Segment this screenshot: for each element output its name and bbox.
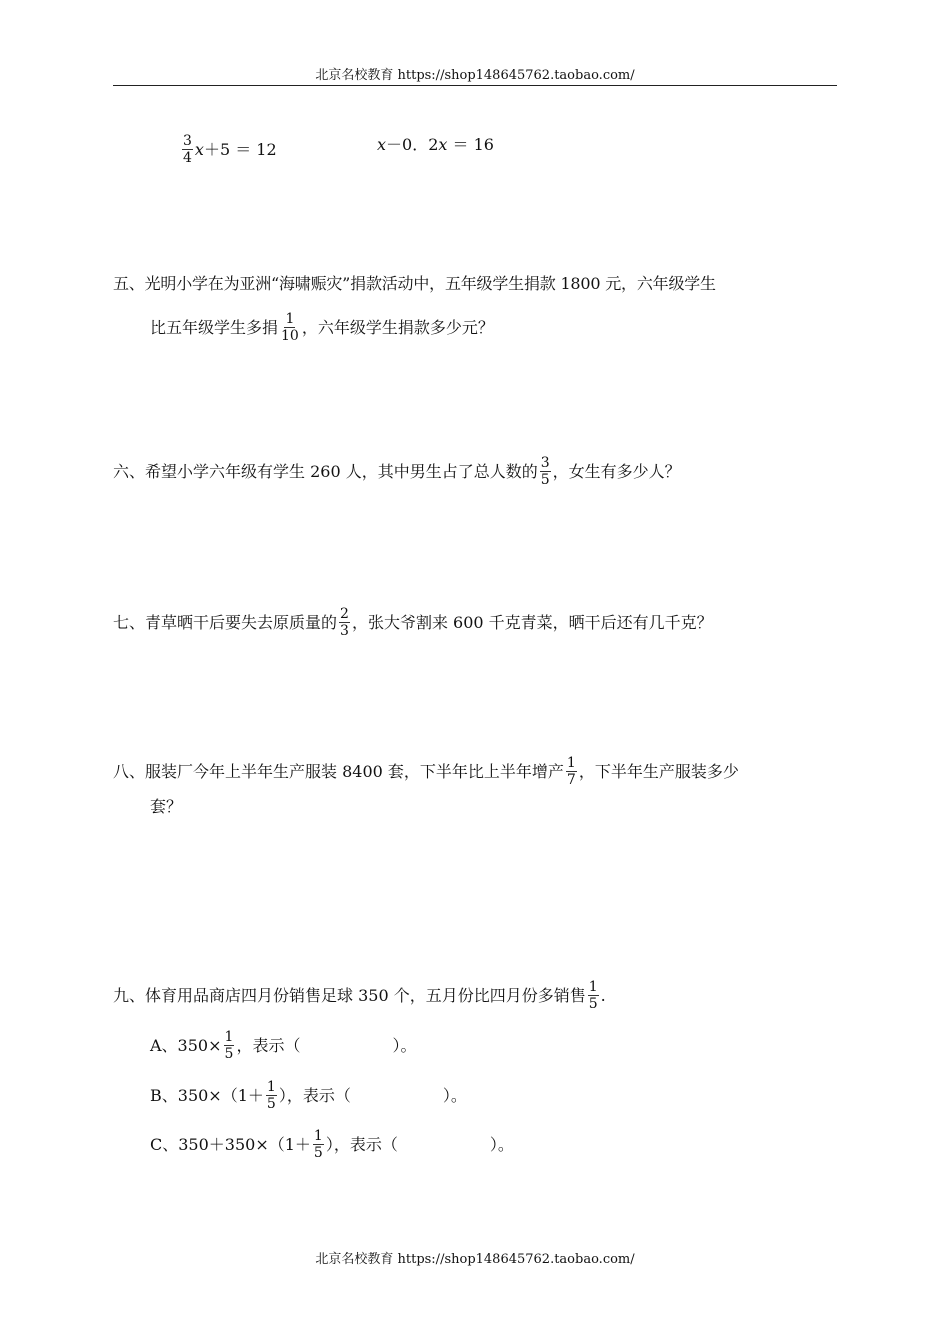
- question-8-line2: 套？: [150, 797, 183, 816]
- fraction: $\frac{3}{4}$: [183, 133, 192, 166]
- question-9: 九、体育用品商店四月份销售足球 350 个，五月份比四月份多销售 $\frac{1}{5}$ .: [113, 979, 606, 1012]
- page-header: 北京名校教育 https://shop148645762.taobao.com/: [315, 68, 635, 83]
- question-8-line1: 八、服装厂今年上半年生产服装 8400 套，下半年比上半年增产 $\frac{1}{7}$ ，下半年生产服装多少: [113, 755, 739, 788]
- question-9-option-c: C、350＋350×（1＋ $\frac{1}{5}$ ），表示（ ）。: [150, 1128, 514, 1161]
- equation-1: $\frac{3}{4}$ x＋5 ＝ 12: [183, 133, 277, 166]
- page-footer: 北京名校教育 https://shop148645762.taobao.com/: [315, 1252, 635, 1267]
- fraction: $\frac{1}{5}$: [588, 979, 598, 1012]
- header-rule: [113, 85, 837, 86]
- question-5-line1: 五、光明小学在为亚洲“海啸赈灾”捐款活动中，五年级学生捐款 1800 元，六年级学生: [113, 274, 716, 293]
- question-9-option-b: B、350×（1＋ $\frac{1}{5}$ ），表示（ ）。: [150, 1079, 467, 1112]
- fraction: $\frac{2}{3}$: [340, 606, 349, 639]
- question-5-line2: 比五年级学生多捐 $\frac{1}{10}$ ，六年级学生捐款多少元？: [150, 311, 494, 344]
- question-6: 六、希望小学六年级有学生 260 人，其中男生占了总人数的 $\frac{3}{5}$ ，女生有多少人？: [113, 455, 681, 488]
- fraction: $\frac{1}{10}$: [281, 311, 299, 344]
- fraction: $\frac{1}{5}$: [266, 1079, 276, 1112]
- fraction: $\frac{1}{7}$: [566, 755, 576, 788]
- fraction: $\frac{1}{5}$: [313, 1128, 323, 1161]
- question-7: 七、青草晒干后要失去原质量的 $\frac{2}{3}$ ，张大爷割来 600 千克青菜，晒干后还有几千克？: [113, 606, 713, 639]
- equation-2: x－0．2x ＝ 16: [377, 135, 494, 154]
- question-9-option-a: A、350× $\frac{1}{5}$ ，表示（ ）。: [150, 1029, 417, 1062]
- fraction: $\frac{3}{5}$: [540, 455, 550, 488]
- fraction: $\frac{1}{5}$: [224, 1029, 234, 1062]
